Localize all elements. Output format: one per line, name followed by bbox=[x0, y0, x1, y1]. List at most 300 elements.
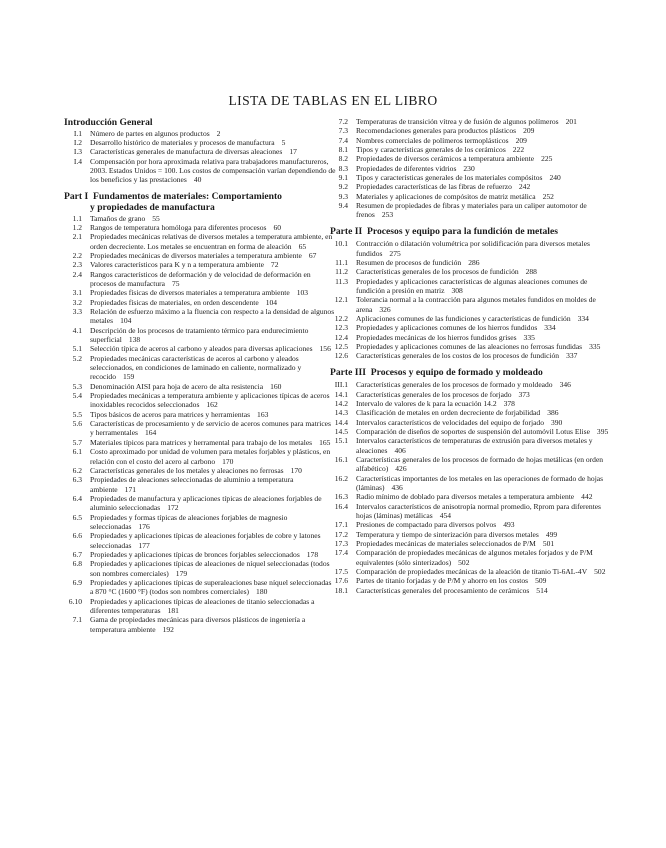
entry-text-wrap bbox=[356, 342, 614, 351]
toc-entry bbox=[64, 597, 336, 616]
entry-number: 3.1 bbox=[72, 288, 82, 298]
toc-entry bbox=[330, 380, 614, 389]
toc-entry bbox=[64, 344, 336, 353]
entry-text-wrap bbox=[356, 145, 614, 154]
part3-title: Procesos y equipo de formado y moldeado bbox=[370, 366, 543, 378]
entry-page: 373 bbox=[518, 389, 530, 399]
entry-number: I.4 bbox=[73, 156, 82, 166]
entry-text: Tipos básicos de aceros para matrices y herramientas bbox=[90, 409, 251, 419]
entry-text: Relación de esfuerzo máximo a la fluencia con respecto a la densidad de algunos metales bbox=[90, 307, 335, 326]
toc-entry bbox=[64, 214, 336, 223]
entry-page: 72 bbox=[270, 260, 279, 270]
toc-entry bbox=[64, 410, 336, 419]
entry-number: 17.5 bbox=[334, 567, 348, 577]
entry-page: 209 bbox=[515, 135, 527, 145]
entry-page: 17 bbox=[289, 147, 297, 157]
toc-entry bbox=[330, 295, 614, 314]
entry-number: I.2 bbox=[73, 137, 82, 147]
entry-number: 5.4 bbox=[72, 391, 82, 401]
part3-entries bbox=[330, 380, 614, 595]
entry-text-wrap bbox=[356, 548, 614, 567]
entry-text-wrap bbox=[356, 502, 614, 521]
toc-entry bbox=[330, 145, 614, 154]
entry-text-wrap bbox=[90, 214, 336, 223]
entry-text-wrap bbox=[356, 267, 614, 276]
entry-text: Propiedades mecánicas de materiales seleccionados de P/M bbox=[356, 539, 536, 549]
toc-entry bbox=[330, 126, 614, 135]
entry-page: 170 bbox=[222, 456, 234, 466]
entry-page: 104 bbox=[265, 297, 278, 307]
entry-text-wrap bbox=[90, 307, 336, 326]
toc-entry bbox=[64, 615, 336, 634]
entry-text: Denominación AISI para hoja de acero de alta resistencia bbox=[90, 381, 264, 391]
entry-page: 286 bbox=[468, 257, 480, 267]
entry-number: 2.1 bbox=[72, 232, 82, 242]
entry-number: 8.3 bbox=[338, 163, 348, 173]
entry-text: Rangos característicos de deformación y de velocidad de deformación en procesos de manufactura bbox=[90, 269, 311, 288]
entry-page: 222 bbox=[512, 145, 525, 155]
entry-text: Materiales y aplicaciones de compósitos de matriz metálica bbox=[356, 191, 536, 201]
entry-text: Propiedades mecánicas relativas de diversos metales a temperatura ambiente, en orden decreciente. Los metales se encuentran en forma de aleación bbox=[90, 232, 333, 251]
toc-entry bbox=[330, 418, 614, 427]
entry-text: Contracción o dilatación volumétrica por solidificación para diversos metales fundidos bbox=[356, 239, 590, 258]
entry-page: 346 bbox=[559, 380, 571, 390]
entry-number: 7.2 bbox=[338, 117, 348, 126]
entry-text: Radio mínimo de doblado para diversos metales a temperatura ambiente bbox=[356, 492, 575, 502]
entry-page: 502 bbox=[458, 557, 470, 567]
entry-page: 386 bbox=[547, 408, 559, 418]
entry-text-wrap bbox=[90, 326, 336, 345]
entry-text: Resumen de propiedades de fibras y materiales para un caliper automotor de frenos bbox=[356, 201, 587, 220]
entry-text: Comparación de diseños de soportes de suspensión del automóvil Lotus Elise bbox=[356, 426, 590, 436]
entry-text-wrap bbox=[90, 298, 336, 307]
entry-number: 16.4 bbox=[334, 501, 348, 511]
toc-entry bbox=[330, 342, 614, 351]
entry-text: Propiedades mecánicas de diversos materiales a temperatura ambiente bbox=[90, 250, 302, 260]
entry-page: 406 bbox=[394, 445, 406, 455]
entry-page: 499 bbox=[545, 529, 558, 539]
entry-page: 103 bbox=[296, 288, 309, 298]
toc-entry bbox=[330, 136, 614, 145]
entry-text-wrap bbox=[356, 136, 614, 145]
entry-text: Propiedades y aplicaciones típicas de bronces forjables seleccionados bbox=[90, 549, 300, 559]
toc-entry bbox=[64, 354, 336, 382]
part2-label: Parte II bbox=[330, 225, 363, 237]
entry-page: 163 bbox=[257, 409, 269, 419]
entry-number: 6.8 bbox=[72, 559, 82, 569]
toc-entry bbox=[330, 390, 614, 399]
entry-page: 67 bbox=[308, 250, 317, 260]
entry-text: Propiedades y aplicaciones comunes de los hierros fundidos bbox=[356, 323, 538, 333]
toc-entry bbox=[64, 270, 336, 289]
entry-text-wrap bbox=[356, 576, 614, 585]
entry-text-wrap bbox=[356, 333, 614, 342]
entry-number: 6.7 bbox=[72, 549, 82, 559]
entry-number: 9.4 bbox=[338, 201, 348, 211]
entry-page: 181 bbox=[167, 606, 179, 615]
entry-number: 6.5 bbox=[72, 512, 82, 522]
entry-text: Propiedades físicas de materiales, en orden descendente bbox=[90, 297, 259, 307]
entry-number: 2.4 bbox=[72, 269, 82, 279]
entry-text-wrap bbox=[356, 520, 614, 529]
entry-page: 40 bbox=[193, 175, 202, 185]
entry-number: 6.3 bbox=[72, 475, 82, 485]
entry-text-wrap bbox=[90, 232, 336, 251]
entry-number: I.1 bbox=[73, 128, 82, 138]
entry-text: Propiedades mecánicas características de aceros al carbono y aleados seleccionados, en condiciones de laminado en caliente, normalizado y recocido bbox=[90, 353, 302, 382]
entry-text: Características generales de los metales y aleaciones no ferrosas bbox=[90, 465, 284, 475]
entry-text: Rangos de temperatura homóloga para diferentes procesos bbox=[90, 222, 267, 232]
entry-number: 15.1 bbox=[334, 436, 348, 446]
left-column bbox=[64, 117, 336, 634]
entry-page: 509 bbox=[535, 576, 547, 586]
entry-text: Temperaturas de transición vítrea y de fusión de algunos polímeros bbox=[356, 117, 559, 126]
entry-text: Propiedades de diferentes vidrios bbox=[356, 163, 457, 173]
entry-page: 240 bbox=[549, 173, 561, 183]
entry-text: Aplicaciones comunes de las fundiciones y características de fundición bbox=[356, 314, 571, 324]
entry-number: 9.2 bbox=[338, 182, 348, 192]
entry-number: 14.4 bbox=[334, 417, 348, 427]
page-title: LISTA DE TABLAS EN EL LIBRO bbox=[228, 93, 438, 108]
entry-text: Desarrollo histórico de materiales y procesos de manufactura bbox=[90, 137, 275, 147]
entry-text: Recomendaciones generales para productos plásticos bbox=[356, 126, 517, 136]
entry-text-wrap bbox=[356, 586, 614, 595]
entry-text: Comparación de propiedades mecánicas de la aleación de titanio Ti-6AL-4V bbox=[356, 567, 588, 577]
entry-text: Número de partes en algunos productos bbox=[90, 128, 210, 138]
entry-text-wrap bbox=[90, 147, 336, 156]
entry-number: 7.4 bbox=[338, 135, 348, 145]
toc-entry bbox=[64, 382, 336, 391]
toc-entry bbox=[64, 157, 336, 185]
toc-entry bbox=[64, 578, 336, 597]
entry-number: 5.2 bbox=[72, 353, 82, 363]
entry-number: 5.5 bbox=[72, 409, 82, 419]
toc-entry bbox=[64, 223, 336, 232]
entry-page: 171 bbox=[124, 484, 136, 494]
section-part3-heading bbox=[330, 367, 614, 379]
entry-number: 12.2 bbox=[334, 314, 348, 324]
entry-number: 16.3 bbox=[334, 492, 348, 502]
entry-text-wrap bbox=[90, 438, 336, 447]
entry-text: Propiedades y aplicaciones comunes de las aleaciones no ferrosas fundidas bbox=[356, 342, 583, 352]
entry-page: 75 bbox=[172, 278, 180, 288]
toc-entry bbox=[330, 586, 614, 595]
entry-text-wrap bbox=[90, 531, 336, 550]
entry-page: 514 bbox=[536, 585, 548, 595]
entry-page: 138 bbox=[128, 335, 141, 345]
entry-text: Características de procesamiento y de servicio de aceros comunes para matrices y herramentales bbox=[90, 419, 331, 438]
entry-page: 162 bbox=[206, 400, 218, 410]
toc-entry bbox=[330, 520, 614, 529]
entry-page: 164 bbox=[144, 428, 157, 438]
toc-entry bbox=[330, 408, 614, 417]
toc-entry bbox=[330, 492, 614, 501]
entry-number: 7.3 bbox=[338, 126, 348, 136]
toc-entry bbox=[64, 391, 336, 410]
entry-page: 192 bbox=[162, 624, 174, 634]
entry-page: 275 bbox=[389, 248, 401, 258]
toc-entry bbox=[330, 201, 614, 220]
entry-text: Temperatura y tiempo de sinterización para diversos metales bbox=[356, 529, 539, 539]
entry-page: 170 bbox=[290, 465, 302, 475]
entry-text: Características generales de manufactura de diversas aleaciones bbox=[90, 147, 283, 157]
entry-page: 378 bbox=[503, 398, 515, 408]
entry-text-wrap bbox=[90, 419, 336, 438]
entry-text-wrap bbox=[356, 380, 614, 389]
entry-page: 501 bbox=[542, 539, 555, 549]
entry-page: 172 bbox=[167, 503, 179, 513]
entry-number: 17.2 bbox=[334, 529, 348, 539]
entry-page: 177 bbox=[138, 540, 150, 550]
entry-page: 493 bbox=[503, 520, 515, 530]
toc-entry bbox=[330, 258, 614, 267]
entry-number: 1.2 bbox=[72, 222, 82, 232]
entry-number: 11.3 bbox=[335, 276, 348, 286]
entry-page: 65 bbox=[298, 241, 307, 251]
entry-text-wrap bbox=[90, 578, 336, 597]
entry-number: 14.3 bbox=[334, 408, 348, 418]
entry-number: 11.1 bbox=[335, 257, 348, 267]
entry-number: 10.1 bbox=[334, 239, 348, 249]
entry-page: 390 bbox=[550, 417, 563, 427]
toc-entry bbox=[64, 419, 336, 438]
section-part2-heading bbox=[330, 226, 614, 238]
entry-number: 17.6 bbox=[334, 576, 348, 586]
entry-text: Partes de titanio forjadas y de P/M y ahorro en los costos bbox=[356, 576, 529, 586]
entry-page: 225 bbox=[541, 154, 553, 164]
entry-text: Características generales de los costos de los procesos de fundición bbox=[356, 351, 560, 361]
entry-text-wrap bbox=[90, 260, 336, 269]
continued-entries bbox=[330, 117, 614, 220]
entry-text: Propiedades y aplicaciones típicas de aleaciones de níquel seleccionadas (todos son nombres comerciales) bbox=[90, 559, 330, 578]
entry-text-wrap bbox=[90, 513, 336, 532]
toc-entry bbox=[64, 298, 336, 307]
entry-text-wrap bbox=[356, 117, 614, 126]
entry-page: 179 bbox=[175, 568, 188, 578]
entry-number: 6.10 bbox=[68, 596, 82, 606]
entry-text: Propiedades y aplicaciones típicas de superaleaciones base níquel seleccionadas a 870 °C (1600 °F) (todos son nombres comerciales) bbox=[90, 577, 332, 597]
entry-number: 3.2 bbox=[72, 297, 82, 307]
entry-number: 2.2 bbox=[72, 250, 82, 260]
entry-page: 335 bbox=[589, 342, 601, 352]
entry-text: Compensación por hora aproximada relativa para trabajadores manufactureros, 2003. Estados Unidos = 100. Los costos de compensación varían dependiendo de los beneficios y las prestaciones bbox=[90, 156, 336, 185]
entry-text: Características generales de los procesos de formado y moldeado bbox=[356, 380, 553, 390]
entry-number: 4.1 bbox=[72, 325, 82, 335]
entry-text-wrap bbox=[356, 164, 614, 173]
toc-entry bbox=[330, 539, 614, 548]
entry-page: 209 bbox=[523, 126, 535, 136]
part2-entries bbox=[330, 239, 614, 360]
part1-title: Fundamentos de materiales: Comportamiento bbox=[93, 190, 282, 202]
toc-entry bbox=[64, 466, 336, 475]
entry-number: 12.4 bbox=[334, 332, 348, 342]
entry-text-wrap bbox=[90, 475, 336, 494]
toc-entry bbox=[330, 314, 614, 323]
part1-label: Part I bbox=[64, 190, 89, 202]
toc-entry bbox=[330, 154, 614, 163]
entry-text: Comparación de propiedades mecánicas de algunos metales forjados y de P/M equivalentes (sólo sinterizados) bbox=[356, 548, 593, 567]
entry-text: Resumen de procesos de fundición bbox=[356, 257, 462, 267]
entry-number: 8.1 bbox=[338, 145, 348, 155]
entry-text-wrap bbox=[90, 559, 336, 578]
entry-page: 334 bbox=[544, 323, 556, 333]
entry-text: Tipos y características generales de los materiales compósitos bbox=[356, 173, 543, 183]
entry-text: Valores característicos para K y n a temperatura ambiente bbox=[90, 260, 264, 270]
entry-text-wrap bbox=[356, 323, 614, 332]
entry-text: Clasificación de metales en orden decreciente de forjabilidad bbox=[356, 408, 541, 418]
entry-text: Propiedades y aplicaciones características de algunas aleaciones comunes de fundición a presión en matriz bbox=[356, 276, 588, 295]
toc-entry bbox=[64, 447, 336, 466]
entry-text: Características generales de los procesos de fundición bbox=[356, 267, 519, 277]
entry-text: Intervalos característicos de temperaturas de extrusión para diversos metales y aleaciones bbox=[356, 436, 593, 455]
entry-page: 395 bbox=[596, 426, 609, 436]
entry-text: Propiedades y formas típicas de aleaciones forjables de magnesio seleccionadas bbox=[90, 512, 288, 531]
part2-title: Procesos y equipo para la fundición de metales bbox=[367, 225, 558, 237]
toc-entry bbox=[64, 260, 336, 269]
entry-page: 334 bbox=[577, 314, 589, 324]
entry-text-wrap bbox=[90, 157, 336, 185]
entry-text-wrap bbox=[356, 455, 614, 474]
entry-page: 55 bbox=[152, 213, 160, 223]
entry-text-wrap bbox=[356, 399, 614, 408]
toc-entry bbox=[330, 117, 614, 126]
intro-entries bbox=[64, 129, 336, 185]
toc-entry bbox=[64, 438, 336, 447]
entry-text-wrap bbox=[356, 427, 614, 436]
toc-entry bbox=[330, 502, 614, 521]
entry-text-wrap bbox=[90, 597, 336, 616]
toc-entry bbox=[330, 530, 614, 539]
entry-text-wrap bbox=[90, 129, 336, 138]
entry-page: 180 bbox=[256, 587, 268, 597]
entry-page: 5 bbox=[281, 137, 286, 147]
entry-text: Propiedades de manufactura y aplicaciones típicas de aleaciones forjables de aluminio seleccionadas bbox=[90, 493, 322, 513]
entry-page: 426 bbox=[395, 464, 407, 474]
entry-text-wrap bbox=[356, 295, 614, 314]
entry-number: 12.6 bbox=[334, 351, 348, 361]
entry-text-wrap bbox=[356, 201, 614, 220]
part3-label: Parte III bbox=[330, 366, 366, 378]
entry-number: 9.1 bbox=[338, 173, 348, 183]
entry-page: 201 bbox=[565, 117, 577, 126]
entry-page: 252 bbox=[542, 191, 554, 201]
toc-entry bbox=[330, 182, 614, 191]
toc-entry bbox=[64, 559, 336, 578]
entry-page: 502 bbox=[594, 567, 606, 577]
entry-page: 160 bbox=[270, 381, 282, 391]
entry-text-wrap bbox=[356, 314, 614, 323]
toc-entry bbox=[330, 548, 614, 567]
entry-number: 6.2 bbox=[72, 465, 82, 475]
entry-text-wrap bbox=[356, 154, 614, 163]
entry-text: Características generales de los procesos de forjado bbox=[356, 389, 512, 399]
entry-text: Descripción de los procesos de tratamiento térmico para endurecimiento superficial bbox=[90, 325, 309, 345]
toc-entry bbox=[330, 474, 614, 493]
entry-number: 9.3 bbox=[338, 191, 348, 201]
toc-entry bbox=[64, 288, 336, 297]
entry-text-wrap bbox=[356, 126, 614, 135]
entry-number: I.3 bbox=[73, 147, 82, 157]
entry-text: Intervalos característicos de velocidades del equipo de forjado bbox=[356, 417, 544, 427]
entry-number: 8.2 bbox=[338, 154, 348, 164]
entry-page: 308 bbox=[451, 286, 463, 295]
toc-entry bbox=[330, 173, 614, 182]
entry-number: 16.1 bbox=[334, 455, 348, 464]
entry-page: 288 bbox=[525, 267, 537, 277]
entry-page: 104 bbox=[120, 316, 132, 326]
entry-page: 337 bbox=[566, 351, 578, 361]
toc-entry bbox=[330, 427, 614, 436]
entry-text: Propiedades mecánicas a temperatura ambiente y aplicaciones típicas de aceros inoxidables recocidos seleccionados bbox=[90, 391, 330, 410]
toc-entry bbox=[64, 550, 336, 559]
entry-text-wrap bbox=[356, 258, 614, 267]
entry-text: Intervalo de valores de k para la ecuación 14.2 bbox=[356, 398, 497, 408]
entry-text-wrap bbox=[356, 492, 614, 501]
entry-number: 12.3 bbox=[334, 323, 348, 333]
entry-text: Tamaños de grano bbox=[90, 213, 146, 223]
toc-entry bbox=[330, 455, 614, 474]
entry-number: 14.5 bbox=[334, 426, 348, 436]
entry-text: Propiedades y aplicaciones típicas de aleaciones forjables de cobre y latones seleccionadas bbox=[90, 531, 321, 550]
entry-number: 12.1 bbox=[334, 295, 348, 305]
entry-number: 6.9 bbox=[72, 577, 82, 587]
entry-text: Propiedades de diversos cerámicos a temperatura ambiente bbox=[356, 154, 535, 164]
entry-page: 253 bbox=[381, 210, 394, 220]
entry-number: 16.2 bbox=[334, 473, 348, 483]
entry-text: Propiedades mecánicas de los hierros fundidos grises bbox=[356, 332, 517, 342]
entry-text-wrap bbox=[90, 223, 336, 232]
entry-number: 14.2 bbox=[334, 398, 348, 408]
toc-entry bbox=[330, 277, 614, 296]
toc-entry bbox=[330, 333, 614, 342]
right-column bbox=[330, 117, 614, 595]
toc-entry bbox=[330, 567, 614, 576]
entry-number: 17.4 bbox=[334, 548, 348, 558]
toc-entry bbox=[64, 494, 336, 513]
entry-number: 11.2 bbox=[335, 267, 348, 277]
entry-text-wrap bbox=[356, 277, 614, 296]
entry-number: III.1 bbox=[334, 380, 348, 390]
section-part1-heading bbox=[64, 191, 336, 214]
entry-page: 159 bbox=[122, 372, 135, 382]
entry-number: 18.1 bbox=[334, 585, 348, 595]
entry-text: Materiales típicos para matrices y herramental para trabajo de los metales bbox=[90, 437, 313, 447]
entry-number: 6.4 bbox=[72, 493, 82, 503]
entry-page: 436 bbox=[391, 483, 403, 493]
entry-text-wrap bbox=[90, 354, 336, 382]
toc-entry bbox=[64, 531, 336, 550]
entry-text-wrap bbox=[90, 382, 336, 391]
entry-text-wrap bbox=[90, 138, 336, 147]
entry-page: 176 bbox=[138, 521, 150, 531]
entry-page: 242 bbox=[518, 182, 531, 192]
entry-number: 5.1 bbox=[72, 344, 82, 354]
part1-title-cont: y propiedades de manufactura bbox=[90, 202, 215, 214]
toc-entry bbox=[64, 307, 336, 326]
entry-text-wrap bbox=[356, 182, 614, 191]
entry-page: 60 bbox=[273, 222, 281, 232]
entry-text-wrap bbox=[356, 418, 614, 427]
toc-entry bbox=[330, 164, 614, 173]
entry-text: Costo aproximado por unidad de volumen para metales forjables y plásticos, en relación con el costo del acero al carbono bbox=[90, 447, 331, 466]
entry-text: Características generales de los procesos de formado de hojas metálicas (en orden alfabético) bbox=[356, 455, 604, 474]
entry-text: Tolerancia normal a la contracción para algunos metales fundidos en moldes de arena bbox=[356, 295, 596, 314]
entry-number: 17.3 bbox=[334, 539, 348, 549]
entry-page: 2 bbox=[216, 128, 221, 138]
entry-number: 7.1 bbox=[72, 615, 82, 625]
entry-number: 14.1 bbox=[334, 389, 348, 399]
entry-text-wrap bbox=[356, 436, 614, 455]
